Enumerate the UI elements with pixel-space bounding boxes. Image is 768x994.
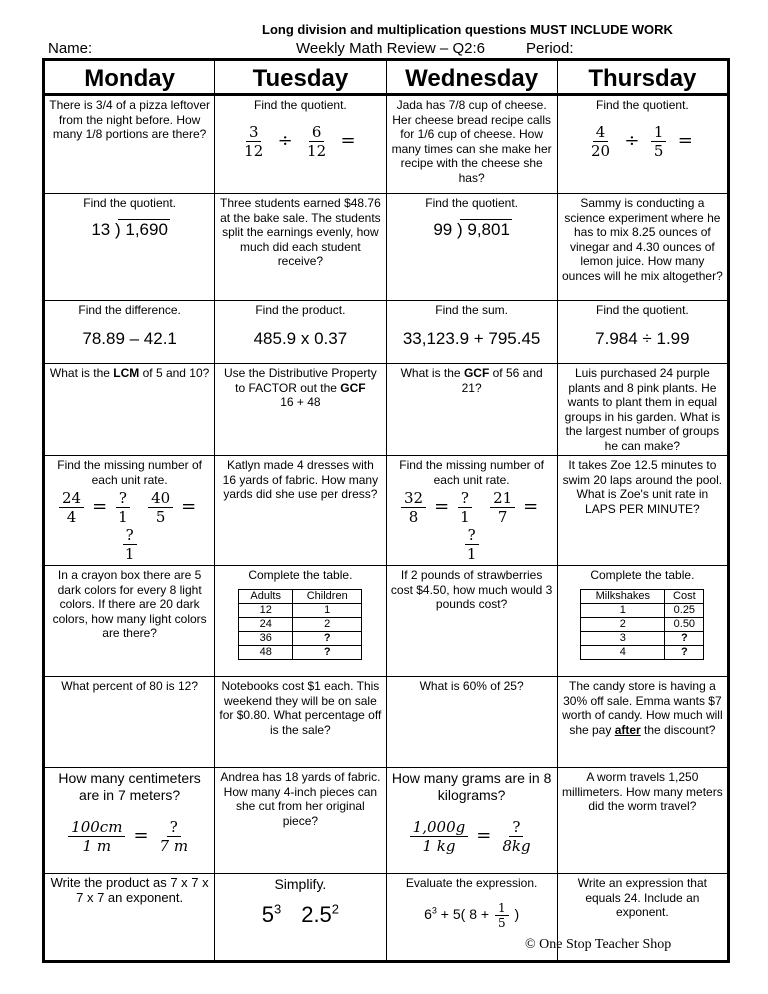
problem-prompt: Complete the table. [248, 568, 353, 582]
review-grid [42, 58, 730, 963]
problem-prompt: Find the missing number of each unit rate. [57, 458, 202, 487]
problem-prompt: Find the sum. [435, 303, 508, 317]
problem-prompt: Find the quotient. [83, 196, 176, 210]
problem-cell [557, 768, 728, 874]
problem-text: A worm travels 1,250 millimeters. How many meters did the worm travel? [562, 770, 723, 813]
table-row [44, 364, 729, 456]
work-note: Long division and multiplication questions MUST INCLUDE WORK [262, 22, 673, 37]
problem-cell: What is the GCF of 56 and 21? [386, 364, 557, 456]
problem-cell [44, 874, 215, 962]
problem-cell [215, 566, 386, 677]
problem-text: In a crayon box there are 5 dark colors for every 8 light colors. If there are 20 dark colors, how many light colors are there? [52, 568, 207, 640]
problem-text: Katlyn made 4 dresses with 16 yards of fabric. How many yards did she use per dress? [222, 458, 379, 501]
gcf-term: GCF [340, 380, 366, 395]
numerator: 4 [593, 123, 609, 142]
unit-rate-fractions: $\frac{24}{4}$ = $\frac{?}{1}$ $\frac{40}{5}$ = $\frac{?}{1}$ [49, 489, 210, 563]
page-title: Weekly Math Review – Q2:6 [296, 40, 485, 57]
table-row [44, 95, 729, 194]
problem-prompt: Find the quotient. [425, 196, 518, 210]
problem-prompt: Find the missing number of each unit rate. [399, 458, 544, 487]
problem-cell [386, 456, 557, 566]
problem-cell [44, 768, 215, 874]
gcf-term: GCF [463, 366, 490, 380]
problem-text: Write the product as 7 x 7 x 7 x 7 an exponent. [50, 875, 209, 905]
problem-cell [386, 301, 557, 364]
denominator: 12 [307, 141, 327, 160]
problem-cell [386, 194, 557, 301]
problem-cell [215, 768, 386, 874]
problem-cell: The candy store is having a 30% off sale. Emma wants $7 worth of candy. How much will she pay after the discount? [557, 677, 728, 768]
problem-cell: What is the LCM of 5 and 10? [44, 364, 215, 456]
expression: 16 + 48 [280, 395, 321, 409]
problem-prompt: Find the difference. [78, 303, 181, 317]
numerator: 6 [309, 123, 325, 142]
equals-sign: = [340, 129, 356, 151]
power-expressions: $5^3$ $2.5^2$ [261, 902, 340, 928]
fraction-expression [562, 123, 723, 160]
problem-cell [44, 677, 215, 768]
problem-cell [386, 95, 557, 194]
problem-cell [44, 301, 215, 364]
copyright-footer: © One Stop Teacher Shop [525, 937, 672, 952]
table-row [44, 301, 729, 364]
day-header-row [44, 60, 729, 95]
problem-text: Write an expression that equals 24. Include an exponent. [577, 876, 707, 919]
problem-prompt: How many grams are in 8 kilograms? [391, 770, 552, 803]
problem-text: Andrea has 18 yards of fabric. How many 4-inch pieces can she cut from her original piece? [220, 770, 381, 828]
problem-text: If 2 pounds of strawberries cost $4.50, how much would 3 pounds cost? [390, 568, 553, 611]
problem-text: What is 60% of 25? [419, 679, 524, 693]
table-row [44, 677, 729, 768]
problem-text: Three students earned $48.76 at the bake sale. The students split the earnings evenly, how much did each student receive? [219, 196, 381, 268]
problem-prompt: Find the quotient. [254, 98, 347, 112]
problem-cell [44, 194, 215, 301]
denominator: 20 [590, 141, 611, 160]
problem-text: It takes Zoe 12.5 minutes to swim 20 laps around the pool. What is Zoe's unit rate in LAPS PER MINUTE? [562, 458, 723, 516]
problem-text: What percent of 80 is 12? [61, 679, 198, 693]
problem-text: Luis purchased 24 purple plants and 8 pink plants. He wants to plant them in equal groups in his garden. What is the largest number of groups he can make? [564, 366, 721, 453]
problem-cell [557, 456, 728, 566]
problem-prompt: How many centimeters are in 7 meters? [58, 770, 201, 803]
problem-text: Jada has 7/8 cup of cheese. Her cheese bread recipe calls for 1/6 cup of cheese. How many times can she make her recipe with the cheese she has? [391, 98, 552, 185]
problem-cell [386, 768, 557, 874]
problem-prompt: Simplify. [274, 876, 327, 892]
problem-cell [215, 456, 386, 566]
problem-cell [386, 566, 557, 677]
day-tuesday: Tuesday [215, 60, 386, 95]
order-of-operations-expression: $6^3 + 5$( 8 + $\frac{1}{5}$ ) [424, 900, 520, 930]
conversion-proportion: $\frac{1,000g}{1 kg}$ = $\frac{?}{8kg}$ [391, 818, 553, 855]
expression: 485.9 x 0.37 [253, 328, 348, 348]
ratio-table: Milkshakes Cost 1 0.25 2 0.50 3 ? 4 ? [580, 589, 704, 660]
operator: ÷ [277, 129, 293, 151]
numerator: 3 [246, 123, 262, 142]
problem-cell [557, 301, 728, 364]
problem-cell [215, 95, 386, 194]
problem-cell [386, 677, 557, 768]
problem-prompt: Find the product. [255, 303, 346, 317]
problem-prompt: Evaluate the expression. [405, 876, 538, 890]
table-row [44, 566, 729, 677]
expression: 7.984 ÷ 1.99 [595, 328, 690, 348]
problem-cell [557, 95, 728, 194]
problem-cell [557, 566, 728, 677]
table-row [44, 456, 729, 566]
emphasis-after: after [614, 722, 641, 737]
problem-cell: Use the Distributive Property to FACTOR out the GCF 16 + 48 [215, 364, 386, 456]
period-label: Period: [526, 40, 574, 57]
denominator: 12 [244, 141, 264, 160]
long-division: 99 ) 9,801 [433, 223, 510, 238]
equals-sign: = [677, 129, 693, 151]
problem-cell [215, 194, 386, 301]
problem-prompt: Complete the table. [590, 568, 695, 582]
problem-cell [215, 677, 386, 768]
problem-cell [557, 194, 728, 301]
unit-rate-fractions: $\frac{32}{8}$ = $\frac{?}{1}$ $\frac{21}{7}$ = $\frac{?}{1}$ [391, 489, 553, 563]
table-row [44, 768, 729, 874]
numerator: 1 [651, 123, 667, 142]
fraction-expression [219, 123, 381, 160]
problem-cell [44, 456, 215, 566]
table-row [44, 194, 729, 301]
problem-text: Notebooks cost $1 each. This weekend they will be on sale for $0.80. What percentage off is the sale? [219, 679, 382, 737]
problem-cell [215, 874, 386, 962]
problem-text: There is 3/4 of a pizza leftover from the night before. How many 1/8 portions are there? [49, 98, 210, 141]
problem-cell [557, 364, 728, 456]
problem-prompt: Find the quotient. [596, 303, 689, 317]
conversion-proportion: $\frac{100cm}{1 m}$ = $\frac{?}{7 m}$ [49, 818, 210, 855]
operator: ÷ [624, 129, 640, 151]
day-monday: Monday [44, 60, 215, 95]
denominator: 5 [653, 141, 664, 160]
ratio-table: Adults Children 12 1 24 2 36 ? 48 ? [238, 589, 362, 660]
lcm-term: LCM [113, 366, 140, 380]
expression: 78.89 – 42.1 [82, 328, 177, 348]
day-thursday: Thursday [557, 60, 728, 95]
expression: 33,123.9 + 795.45 [402, 328, 541, 348]
problem-cell [215, 301, 386, 364]
problem-cell [44, 95, 215, 194]
problem-prompt: Find the quotient. [596, 98, 689, 112]
problem-text: Sammy is conducting a science experiment where he has to mix 8.25 ounces of vinegar and 4.30 ounces of lemon juice. How many ounces will he mix altogether? [561, 196, 723, 283]
long-division: 13 ) 1,690 [91, 223, 168, 238]
problem-cell [44, 566, 215, 677]
day-wednesday: Wednesday [386, 60, 557, 95]
name-label: Name: [48, 40, 93, 57]
